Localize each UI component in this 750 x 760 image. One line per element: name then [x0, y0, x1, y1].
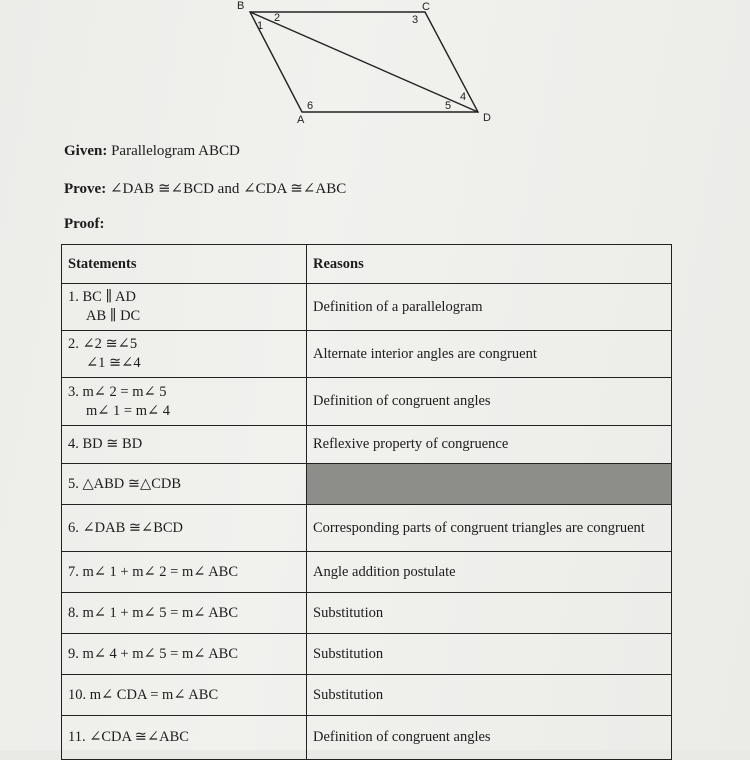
statement-line: AB ∥ DC: [86, 308, 141, 324]
statement-line: 2. ∠2 ≅∠5: [68, 336, 138, 352]
table-row: [62, 675, 672, 716]
proof-table: [61, 244, 672, 760]
table-row: [62, 716, 672, 760]
statement-cell: [62, 284, 307, 331]
table-row: [62, 331, 672, 378]
reason-cell: Corresponding parts of congruent triangles are congruent: [307, 505, 672, 552]
table-row: [62, 378, 672, 426]
vertex-c-label: C: [422, 1, 430, 13]
statement-cell: 11. ∠CDA ≅∠ABC: [62, 716, 307, 760]
vertex-b-label: B: [237, 0, 245, 12]
reason-cell: Substitution: [307, 593, 672, 634]
statement-line: ∠1 ≅∠4: [86, 355, 141, 371]
reason-cell: Alternate interior angles are congruent: [307, 331, 672, 378]
angle-2-label: 2: [274, 12, 281, 24]
angle-3-label: 3: [412, 14, 419, 26]
statement-cell: 8. m∠ 1 + m∠ 5 = m∠ ABC: [62, 593, 307, 634]
statement-cell: 10. m∠ CDA = m∠ ABC: [62, 675, 307, 716]
reason-cell: Substitution: [307, 675, 672, 716]
statement-cell: 7. m∠ 1 + m∠ 2 = m∠ ABC: [62, 552, 307, 593]
prove-text: ∠DAB ≅∠BCD and ∠CDA ≅∠ABC: [109, 181, 347, 197]
reason-cell: Definition of congruent angles: [307, 716, 672, 760]
table-row: [62, 426, 672, 464]
statement-cell: 9. m∠ 4 + m∠ 5 = m∠ ABC: [62, 634, 307, 675]
table-row: [62, 593, 672, 634]
reason-cell: Reflexive property of congruence: [307, 426, 672, 464]
statement-cell: 6. ∠DAB ≅∠BCD: [62, 505, 307, 552]
reason-cell: Angle addition postulate: [307, 552, 672, 593]
table-row: [62, 634, 672, 675]
statement-cell: [62, 331, 307, 378]
angle-6-label: 6: [307, 100, 314, 112]
given-text: Parallelogram ABCD: [111, 143, 240, 159]
statement-line: 3. m∠ 2 = m∠ 5: [68, 383, 167, 400]
table-row: [62, 464, 672, 505]
table-row: [62, 505, 672, 552]
statement-cell: 5. △ABD ≅△CDB: [62, 464, 307, 505]
parallelogram-diagram: [225, 0, 525, 130]
vertex-a-label: A: [297, 114, 305, 126]
reason-cell: Definition of a parallelogram: [307, 284, 672, 331]
reason-cell: Substitution: [307, 634, 672, 675]
reasons-header: Reasons: [307, 245, 672, 284]
statement-line: 1. BC ∥ AD: [68, 289, 136, 305]
table-row: [62, 552, 672, 593]
prove-label: Prove:: [64, 181, 107, 197]
diagonal-bd: [250, 12, 478, 112]
reason-cell: Definition of congruent angles: [307, 378, 672, 426]
statement-cell: 4. BD ≅ BD: [62, 426, 307, 464]
statement-cell: [62, 378, 307, 426]
proof-label: Proof:: [64, 216, 105, 232]
reason-cell-redacted: [307, 464, 672, 505]
table-row: [62, 284, 672, 331]
given-line: [64, 143, 240, 160]
vertex-d-label: D: [483, 112, 491, 124]
prove-line: [64, 179, 346, 198]
statement-line: m∠ 1 = m∠ 4: [86, 402, 171, 419]
angle-4-label: 4: [460, 91, 467, 103]
proof-table-header: [62, 245, 672, 284]
given-label: Given:: [64, 143, 108, 159]
statements-header: Statements: [62, 245, 307, 284]
angle-5-label: 5: [445, 100, 452, 112]
angle-1-label: 1: [257, 20, 264, 32]
